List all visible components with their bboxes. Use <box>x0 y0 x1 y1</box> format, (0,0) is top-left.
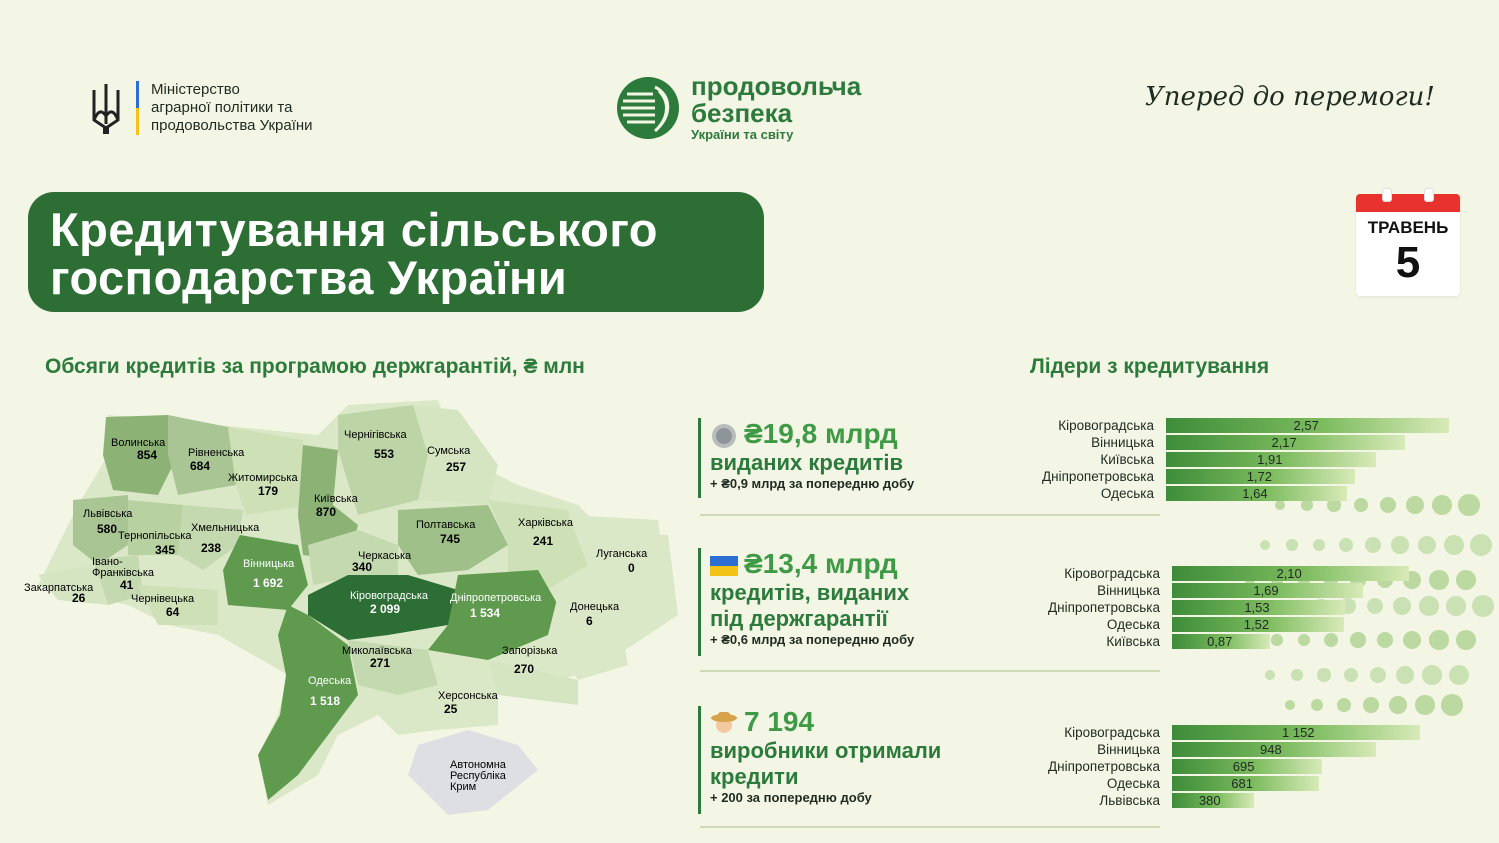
region-label: Закарпатська <box>24 582 94 594</box>
ministry-line-3: продовольства України <box>151 117 313 134</box>
decor-dot <box>1406 496 1424 514</box>
calendar-day: 5 <box>1395 238 1421 287</box>
region-label: Львівська <box>83 508 133 520</box>
region-value: 854 <box>137 448 158 462</box>
calendar-month: ТРАВЕНЬ <box>1367 218 1449 237</box>
brand-line-2: безпека <box>691 98 793 128</box>
decor-dot <box>1403 631 1421 649</box>
region-value: 41 <box>120 578 134 592</box>
bar-category-label: Дніпропетровська <box>1047 759 1160 774</box>
bar-category-label: Одеська <box>1106 776 1160 791</box>
trident-icon <box>88 80 124 136</box>
stat-label: кредитів, виданих <box>710 580 910 605</box>
decor-dot <box>1449 665 1470 686</box>
region-value: 257 <box>446 460 467 474</box>
region-value: 340 <box>352 560 373 574</box>
decor-dot <box>1470 534 1492 556</box>
slogan: Уперед до перемоги! <box>1145 82 1435 112</box>
region-label: Тернопільська <box>118 530 192 542</box>
region-label: Чернігівська <box>344 429 407 441</box>
decor-dot <box>1344 668 1359 683</box>
decor-dot <box>1393 597 1411 615</box>
region-label: Київська <box>314 493 358 505</box>
divider <box>700 514 1160 516</box>
page-title-line-1: Кредитування сільського <box>50 203 659 256</box>
wheat-circle-icon <box>615 75 681 141</box>
stat-delta: + 200 за попередню добу <box>710 790 872 805</box>
stat-accent-line <box>698 706 701 814</box>
region-label: Миколаївська <box>342 645 412 657</box>
calendar-ring <box>1424 188 1434 202</box>
bar-value-label: 1,53 <box>1244 600 1270 615</box>
stat-value: 7 194 <box>744 706 815 737</box>
region-label: Житомирська <box>228 472 298 484</box>
decor-dot <box>1317 668 1330 681</box>
region-label: Чернівецька <box>131 593 195 605</box>
region-value: 1 518 <box>310 694 341 708</box>
decor-dot <box>1324 633 1338 647</box>
bar-category-label: Одеська <box>1106 617 1160 632</box>
decor-dot <box>1260 540 1270 550</box>
decor-dot <box>1377 632 1394 649</box>
region-vinnytska <box>223 535 308 610</box>
region-label: Херсонська <box>438 690 498 702</box>
region-value: 2 099 <box>370 602 401 616</box>
bar-value-label: 2,57 <box>1293 418 1319 433</box>
decor-dot <box>1432 495 1452 515</box>
leaders-heading: Лідери з кредитування <box>1030 355 1270 378</box>
decor-dot <box>1456 570 1477 591</box>
decor-dot <box>1285 700 1295 710</box>
decor-dot <box>1354 498 1369 513</box>
page-title <box>50 203 659 304</box>
region-label: Автономна <box>450 759 506 771</box>
region-label: Республіка <box>450 770 506 782</box>
region-label: Донецька <box>570 601 620 613</box>
bar-category-label: Дніпропетровська <box>1041 469 1154 484</box>
region-value: 345 <box>155 543 176 557</box>
bar-value-label: 695 <box>1232 759 1255 774</box>
decor-dot <box>1350 632 1365 647</box>
map-heading: Обсяги кредитів за програмою держгарантій, ₴ млн <box>45 355 585 378</box>
bar-value-label: 2,17 <box>1271 435 1297 450</box>
region-value: 580 <box>97 522 118 536</box>
calendar-ring <box>1382 188 1392 202</box>
region-value: 270 <box>514 662 535 676</box>
decor-dot <box>1472 595 1494 617</box>
decor-dot <box>1415 695 1435 715</box>
region-value: 745 <box>440 532 461 546</box>
region-value: 271 <box>370 656 391 670</box>
stat-value: ₴19,8 млрд <box>744 418 898 449</box>
decor-dot <box>1456 630 1477 651</box>
page-title-box <box>28 192 764 312</box>
bar-value-label: 948 <box>1260 742 1282 757</box>
decor-dot <box>1370 667 1386 683</box>
bar-value-label: 1,64 <box>1242 486 1268 501</box>
region-label: Луганська <box>596 548 648 560</box>
decor-dot <box>1337 698 1351 712</box>
divider <box>700 826 1160 828</box>
decor-dot <box>1339 538 1353 552</box>
decor-dot <box>1286 539 1297 550</box>
stat-delta: + ₴0,9 млрд за попередню добу <box>710 476 915 491</box>
region-value: 1 692 <box>253 576 284 590</box>
region-value: 179 <box>258 484 279 498</box>
bar-value-label: 2,10 <box>1276 566 1302 581</box>
coin-icon <box>710 422 738 450</box>
decor-dot <box>1396 666 1414 684</box>
decor-dot <box>1429 630 1448 649</box>
farmer-icon <box>710 710 738 738</box>
bar-category-label: Дніпропетровська <box>1047 600 1160 615</box>
ministry-name <box>151 81 313 135</box>
brand-line-3: України та світу <box>691 127 794 142</box>
decor-dot <box>1419 596 1438 615</box>
region-value: 870 <box>316 505 337 519</box>
ukraine-map <box>18 395 678 835</box>
bar-value-label: 1,91 <box>1257 452 1283 467</box>
region-value: 238 <box>201 541 222 555</box>
decor-dot <box>1441 694 1462 715</box>
bar-category-label: Львівська <box>1099 793 1160 808</box>
decor-dot <box>1367 598 1383 614</box>
decor-dot <box>1444 535 1464 555</box>
bar-category-label: Кіровоградська <box>1058 418 1154 433</box>
stat-accent-line <box>698 548 701 656</box>
region-label: Харківська <box>518 517 573 529</box>
calendar-badge <box>1356 194 1460 296</box>
decor-dot <box>1291 669 1303 681</box>
region-label: Франківська <box>92 567 155 579</box>
stat-label: під держгарантії <box>710 606 888 631</box>
decor-dot <box>1418 536 1437 555</box>
stat-delta: + ₴0,6 млрд за попередню добу <box>710 632 915 647</box>
flag-divider <box>136 81 139 135</box>
bar-value-label: 0,87 <box>1207 634 1233 649</box>
bar-value-label: 1 152 <box>1282 725 1315 740</box>
decor-dot <box>1389 696 1407 714</box>
decor-dot <box>1446 596 1466 616</box>
bar-value-label: 1,72 <box>1246 469 1272 484</box>
region-value: 6 <box>586 614 593 628</box>
bar-category-label: Кіровоградська <box>1064 566 1160 581</box>
decor-dot <box>1422 665 1441 684</box>
decor-dot <box>1271 634 1282 645</box>
region-value: 64 <box>166 605 180 619</box>
bar-value-label: 380 <box>1198 793 1221 808</box>
ministry-line-2: аграрної політики та <box>151 99 293 116</box>
ministry-logo <box>88 80 313 136</box>
bar-category-label: Вінницька <box>1097 583 1160 598</box>
stat-label: кредити <box>710 764 799 789</box>
region-value: 26 <box>72 591 86 605</box>
region-label: Дніпропетровська <box>450 592 542 604</box>
decor-dot <box>1275 500 1285 510</box>
food-security-logo <box>615 73 861 142</box>
stat-label: виданих кредитів <box>710 450 903 475</box>
region-label: Івано- <box>92 556 123 568</box>
region-label: Одеська <box>308 675 352 687</box>
decor-dot <box>1365 537 1381 553</box>
bar-category-label: Вінницька <box>1097 742 1160 757</box>
decor-dot <box>1313 539 1326 552</box>
region-value: 25 <box>444 702 458 716</box>
calendar-header <box>1356 194 1460 212</box>
decor-dot <box>1458 494 1479 515</box>
page-title-line-2: господарства України <box>50 251 568 304</box>
decor-dot <box>1298 634 1311 647</box>
ukraine-flag-icon <box>710 556 738 576</box>
bar-value-label: 681 <box>1231 776 1253 791</box>
bar-value-label: 1,52 <box>1243 617 1270 632</box>
region-label: Кіровоградська <box>350 590 428 602</box>
region-label: Волинська <box>111 437 166 449</box>
region-value: 1 534 <box>470 606 501 620</box>
region-label: Хмельницька <box>191 522 260 534</box>
decor-dot <box>1265 670 1275 680</box>
stat-accent-line <box>698 418 701 498</box>
region-label: Крим <box>450 781 477 793</box>
region-value: 241 <box>533 534 554 548</box>
stat-value: ₴13,4 млрд <box>744 548 898 579</box>
region-label: Запорізька <box>502 645 558 657</box>
bar-category-label: Київська <box>1106 634 1160 649</box>
region-label: Сумська <box>427 445 471 457</box>
decor-dot <box>1363 697 1379 713</box>
bar-category-label: Кіровоградська <box>1064 725 1160 740</box>
bar-category-label: Одеська <box>1100 486 1154 501</box>
decor-dot <box>1429 570 1448 589</box>
decor-dot <box>1391 536 1408 553</box>
region-label: Черкаська <box>358 550 412 562</box>
region-label: Вінницька <box>243 558 295 570</box>
ministry-line-1: Міністерство <box>151 81 240 98</box>
region-label: Полтавська <box>416 519 476 531</box>
bar-value-label: 1,69 <box>1253 583 1279 598</box>
region-value: 684 <box>190 459 211 473</box>
decor-dot <box>1311 699 1323 711</box>
region-value: 0 <box>628 561 635 575</box>
decor-dot <box>1380 497 1396 513</box>
stat-label: виробники отримали <box>710 738 942 763</box>
bar-category-label: Київська <box>1100 452 1154 467</box>
brand-line-1: продовольча <box>691 71 862 101</box>
region-label: Рівненська <box>188 447 245 459</box>
region-value: 553 <box>374 447 395 461</box>
bar-category-label: Вінницька <box>1091 435 1154 450</box>
divider <box>700 670 1160 672</box>
